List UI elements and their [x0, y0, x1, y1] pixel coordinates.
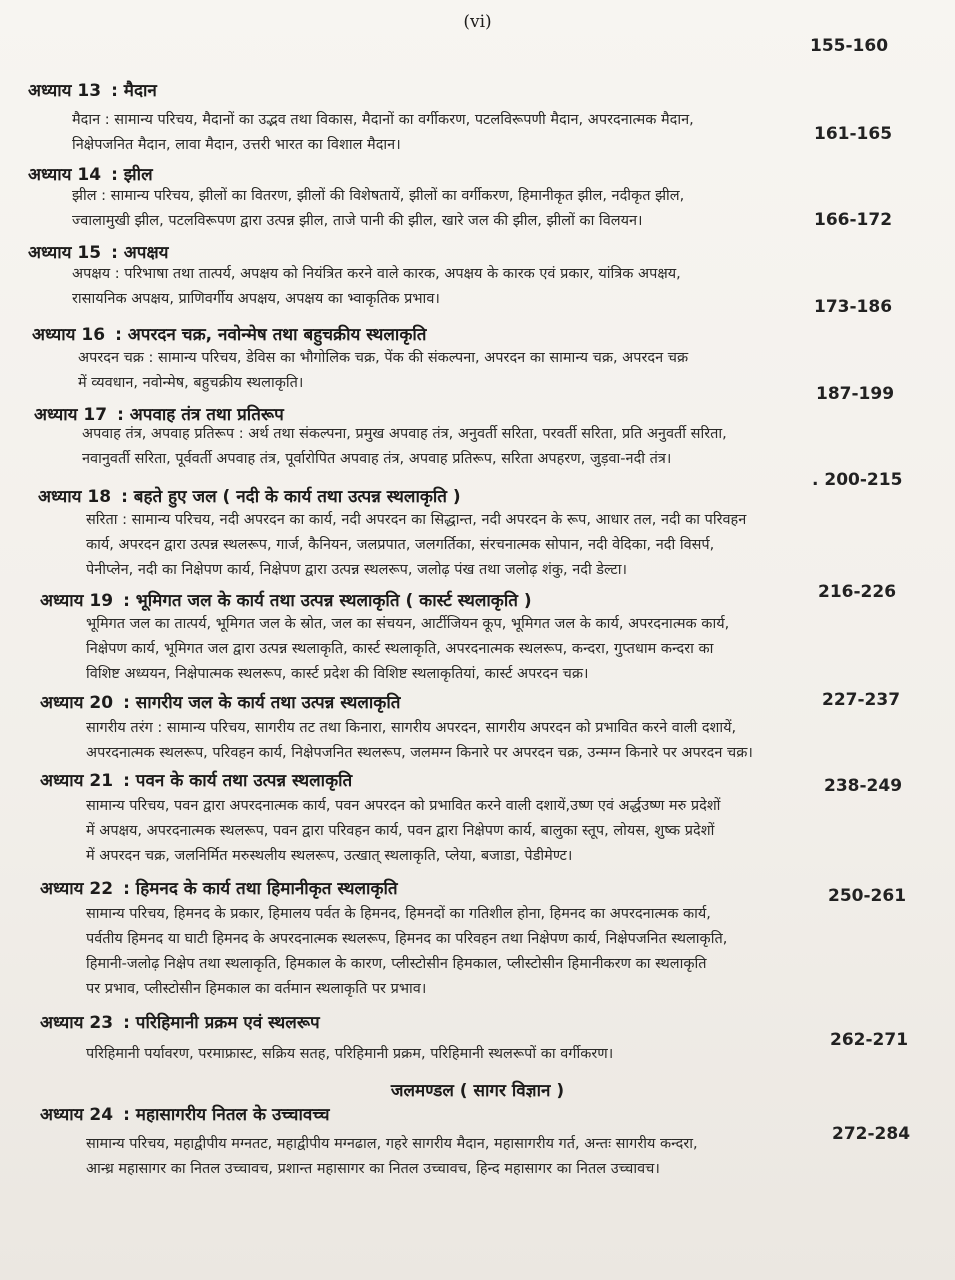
description-line: अपरदन चक्र : सामान्य परिचय, डेविस का भौगोलिक चक्र, पेंक की संकल्पना, अपरदन का सामान्य चक्र, अपरदन चक्र — [78, 350, 689, 366]
chapter-description — [86, 902, 886, 1002]
chapter-description — [86, 794, 886, 869]
description-line: में अपक्षय, अपरदनात्मक स्थलरूप, पवन द्वारा परिवहन कार्य, पवन द्वारा निक्षेपण कार्य, बालुका स्तूप, लोयस, शुष्क प्रदेशों — [86, 823, 715, 839]
page-range: 250-261 — [828, 886, 907, 906]
description-line: अपक्षय : परिभाषा तथा तात्पर्य, अपक्षय को नियंत्रित करने वाले कारक, अपक्षय के कारक एवं प्रकार, यांत्रिक अपक्षय, — [72, 266, 681, 282]
chapter-label: अध्याय 23 — [40, 1013, 114, 1033]
chapter-title: : झील — [111, 165, 153, 185]
description-line: पेनीप्लेन, नदी का निक्षेपण कार्य, निक्षेपण द्वारा उत्पन्न स्थलरूप, जलोढ़ पंख तथा जलोढ़ शंकु, नदी डेल्टा। — [86, 562, 627, 578]
chapter-heading — [28, 240, 169, 263]
chapter-heading — [40, 1102, 330, 1125]
page-range: . 200-215 — [812, 470, 903, 490]
chapter-description — [72, 108, 872, 158]
description-line: में अपरदन चक्र, जलनिर्मित मरुस्थलीय स्थलरूप, उत्खात् स्थलाकृति, प्लेया, बजाडा, पेडीमेण्ट। — [86, 848, 573, 864]
chapter-label: अध्याय 20 — [40, 693, 114, 713]
chapter-heading — [40, 768, 352, 791]
chapter-description — [86, 612, 886, 687]
page-range: 227-237 — [822, 690, 901, 710]
description-line: सामान्य परिचय, पवन द्वारा अपरदनात्मक कार्य, पवन अपरदन को प्रभावित करने वाली दशायें,उष्ण एवं अर्द्धउष्ण मरु प्रदेशों — [86, 798, 721, 814]
chapter-title: : पवन के कार्य तथा उत्पन्न स्थलाकृति — [123, 771, 353, 791]
description-line: सामान्य परिचय, हिमनद के प्रकार, हिमालय पर्वत के हिमनद, हिमनदों का गतिशील होना, हिमनद का अपरदनात्मक कार्य, — [86, 906, 711, 922]
chapter-heading — [40, 876, 398, 899]
chapter-title: : अपक्षय — [111, 243, 169, 263]
page-range: 272-284 — [832, 1124, 911, 1144]
chapter-heading — [40, 690, 400, 713]
chapter-title: : हिमनद के कार्य तथा हिमानीकृत स्थलाकृति — [123, 879, 398, 899]
section-heading: जलमण्डल ( सागर विज्ञान ) — [390, 1081, 565, 1101]
description-line: अपरदनात्मक स्थलरूप, परिवहन कार्य, निक्षेपजनित स्थलरूप, जलमग्न किनारे पर अपरदन चक्र, उन्मग्न किनारे पर अपरदन चक्र। — [86, 745, 753, 761]
chapter-heading — [38, 484, 461, 507]
chapter-label: अध्याय 16 — [32, 325, 106, 345]
chapter-label: अध्याय 15 — [28, 243, 102, 263]
chapter-label: अध्याय 14 — [28, 165, 102, 185]
page-range: 187-199 — [816, 384, 895, 404]
chapter-label: अध्याय 17 — [34, 405, 108, 425]
description-line: पर प्रभाव, प्लीस्टोसीन हिमकाल का वर्तमान स्थलाकृति पर प्रभाव। — [86, 981, 427, 997]
chapter-title: : मैदान — [111, 81, 157, 101]
page-range: 262-271 — [830, 1030, 909, 1050]
chapter-label: अध्याय 24 — [40, 1105, 114, 1125]
chapter-description — [86, 716, 886, 766]
chapter-heading — [28, 78, 157, 101]
chapter-description — [82, 422, 882, 472]
description-line: अपवाह तंत्र, अपवाह प्रतिरूप : अर्थ तथा संकल्पना, प्रमुख अपवाह तंत्र, अनुवर्ती सरिता, परवर्ती सरिता, प्रति अनुवर्ती सरिता, — [82, 426, 727, 442]
description-line: झील : सामान्य परिचय, झीलों का वितरण, झीलों की विशेषतायें, झीलों का वर्गीकरण, हिमानीकृत झील, नदीकृत झील, — [72, 188, 685, 204]
chapter-title: : बहते हुए जल ( नदी के कार्य तथा उत्पन्न स्थलाकृति ) — [121, 487, 461, 507]
description-line: कार्य, अपरदन द्वारा उत्पन्न स्थलरूप, गार्ज, कैनियन, जलप्रपात, जलगर्तिका, संरचनात्मक सोपान, नदी वेदिका, नदी विसर्प, — [86, 537, 715, 553]
chapter-title: : सागरीय जल के कार्य तथा उत्पन्न स्थलाकृति — [123, 693, 401, 713]
description-line: मैदान : सामान्य परिचय, मैदानों का उद्भव तथा विकास, मैदानों का वर्गीकरण, पटलविरूपणी मैदान, अपरदनात्मक मैदान, — [72, 112, 694, 128]
page-range: 216-226 — [818, 582, 897, 602]
description-line: विशिष्ट अध्ययन, निक्षेपात्मक स्थलरूप, कार्स्ट प्रदेश की विशिष्ट स्थलाकृतियां, कार्स्ट अपरदन चक्र। — [86, 666, 589, 682]
description-line: हिमानी-जलोढ़ निक्षेप तथा स्थलाकृति, हिमकाल के कारण, प्लीस्टोसीन हिमकाल, प्लीस्टोसीन हिमानीकरण का स्थलाकृति — [86, 956, 707, 972]
page-range: 166-172 — [814, 210, 893, 230]
description-line: सामान्य परिचय, महाद्वीपीय मग्नतट, महाद्वीपीय मग्नढाल, गहरे सागरीय मैदान, महासागरीय गर्त, अन्तः सागरीय कन्दरा, — [86, 1136, 698, 1152]
page-range: 238-249 — [824, 776, 903, 796]
description-line: भूमिगत जल का तात्पर्य, भूमिगत जल के स्रोत, जल का संचयन, आर्टीजियन कूप, भूमिगत जल के कार्य, अपरदनात्मक कार्य, — [86, 616, 730, 632]
description-line: निक्षेपण कार्य, भूमिगत जल द्वारा उत्पन्न स्थलाकृति, कार्स्ट स्थलाकृति, अपरदनात्मक स्थलरूप, कन्दरा, गुप्तधाम कन्दरा का — [86, 641, 714, 657]
chapter-description — [72, 184, 872, 234]
description-line: परिहिमानी पर्यावरण, परमाफ्रास्ट, सक्रिय सतह, परिहिमानी प्रक्रम, परिहिमानी स्थलरूपों का वर्गीकरण। — [86, 1046, 614, 1062]
description-line: ज्वालामुखी झील, पटलविरूपण द्वारा उत्पन्न झील, ताजे पानी की झील, खारे जल की झील, झीलों का विलयन। — [72, 213, 643, 229]
description-line: में व्यवधान, नवोन्मेष, बहुचक्रीय स्थलाकृति। — [78, 375, 304, 391]
page-range: 173-186 — [814, 297, 893, 317]
description-line: रासायनिक अपक्षय, प्राणिवर्गीय अपक्षय, अपक्षय का भ्वाकृतिक प्रभाव। — [72, 291, 440, 307]
chapter-title: : अपरदन चक्र, नवोन्मेष तथा बहुचक्रीय स्थलाकृति — [115, 325, 427, 345]
chapter-label: अध्याय 18 — [38, 487, 112, 507]
page-number: (vi) — [463, 12, 492, 32]
chapter-heading — [28, 162, 153, 185]
description-line: आन्ध्र महासागर का नितल उच्चावच, प्रशान्त महासागर का नितल उच्चावच, हिन्द महासागर का नितल उच्चावच। — [86, 1161, 660, 1177]
chapter-label: अध्याय 13 — [28, 81, 102, 101]
chapter-description — [86, 1132, 886, 1182]
chapter-heading — [40, 1010, 320, 1033]
chapter-description — [86, 1042, 886, 1067]
page-range: 155-160 — [810, 36, 889, 56]
description-line: सरिता : सामान्य परिचय, नदी अपरदन का कार्य, नदी अपरदन का सिद्धान्त, नदी अपरदन के रूप, आधार तल, नदी का परिवहन — [86, 512, 747, 528]
chapter-description — [86, 508, 886, 583]
chapter-heading — [40, 588, 532, 611]
description-line: निक्षेपजनित मैदान, लावा मैदान, उत्तरी भारत का विशाल मैदान। — [72, 137, 401, 153]
chapter-description — [72, 262, 872, 312]
chapter-title: : परिहिमानी प्रक्रम एवं स्थलरूप — [123, 1013, 320, 1033]
description-line: सागरीय तरंग : सामान्य परिचय, सागरीय तट तथा किनारा, सागरीय अपरदन, सागरीय अपरदन को प्रभावित करने वाली दशायें, — [86, 720, 737, 736]
chapter-heading — [32, 322, 426, 345]
description-line: नवानुवर्ती सरिता, पूर्ववर्ती अपवाह तंत्र, पूर्वारोपित अपवाह तंत्र, अपवाह प्रतिरूप, सरिता अपहरण, जुड़वा-नदी तंत्र। — [82, 451, 672, 467]
chapter-title: : भूमिगत जल के कार्य तथा उत्पन्न स्थलाकृति ( कार्स्ट स्थलाकृति ) — [123, 591, 532, 611]
chapter-title: : महासागरीय नितल के उच्चावच्च — [123, 1105, 330, 1125]
description-line: पर्वतीय हिमनद या घाटी हिमनद के अपरदनात्मक स्थलरूप, हिमनद का परिवहन तथा निक्षेपण कार्य, निक्षेपजनित स्थलाकृति, — [86, 931, 728, 947]
chapter-title: : अपवाह तंत्र तथा प्रतिरूप — [117, 405, 284, 425]
chapter-label: अध्याय 19 — [40, 591, 114, 611]
chapter-label: अध्याय 21 — [40, 771, 114, 791]
chapter-label: अध्याय 22 — [40, 879, 114, 899]
chapter-description — [78, 346, 878, 396]
page-range: 161-165 — [814, 124, 893, 144]
